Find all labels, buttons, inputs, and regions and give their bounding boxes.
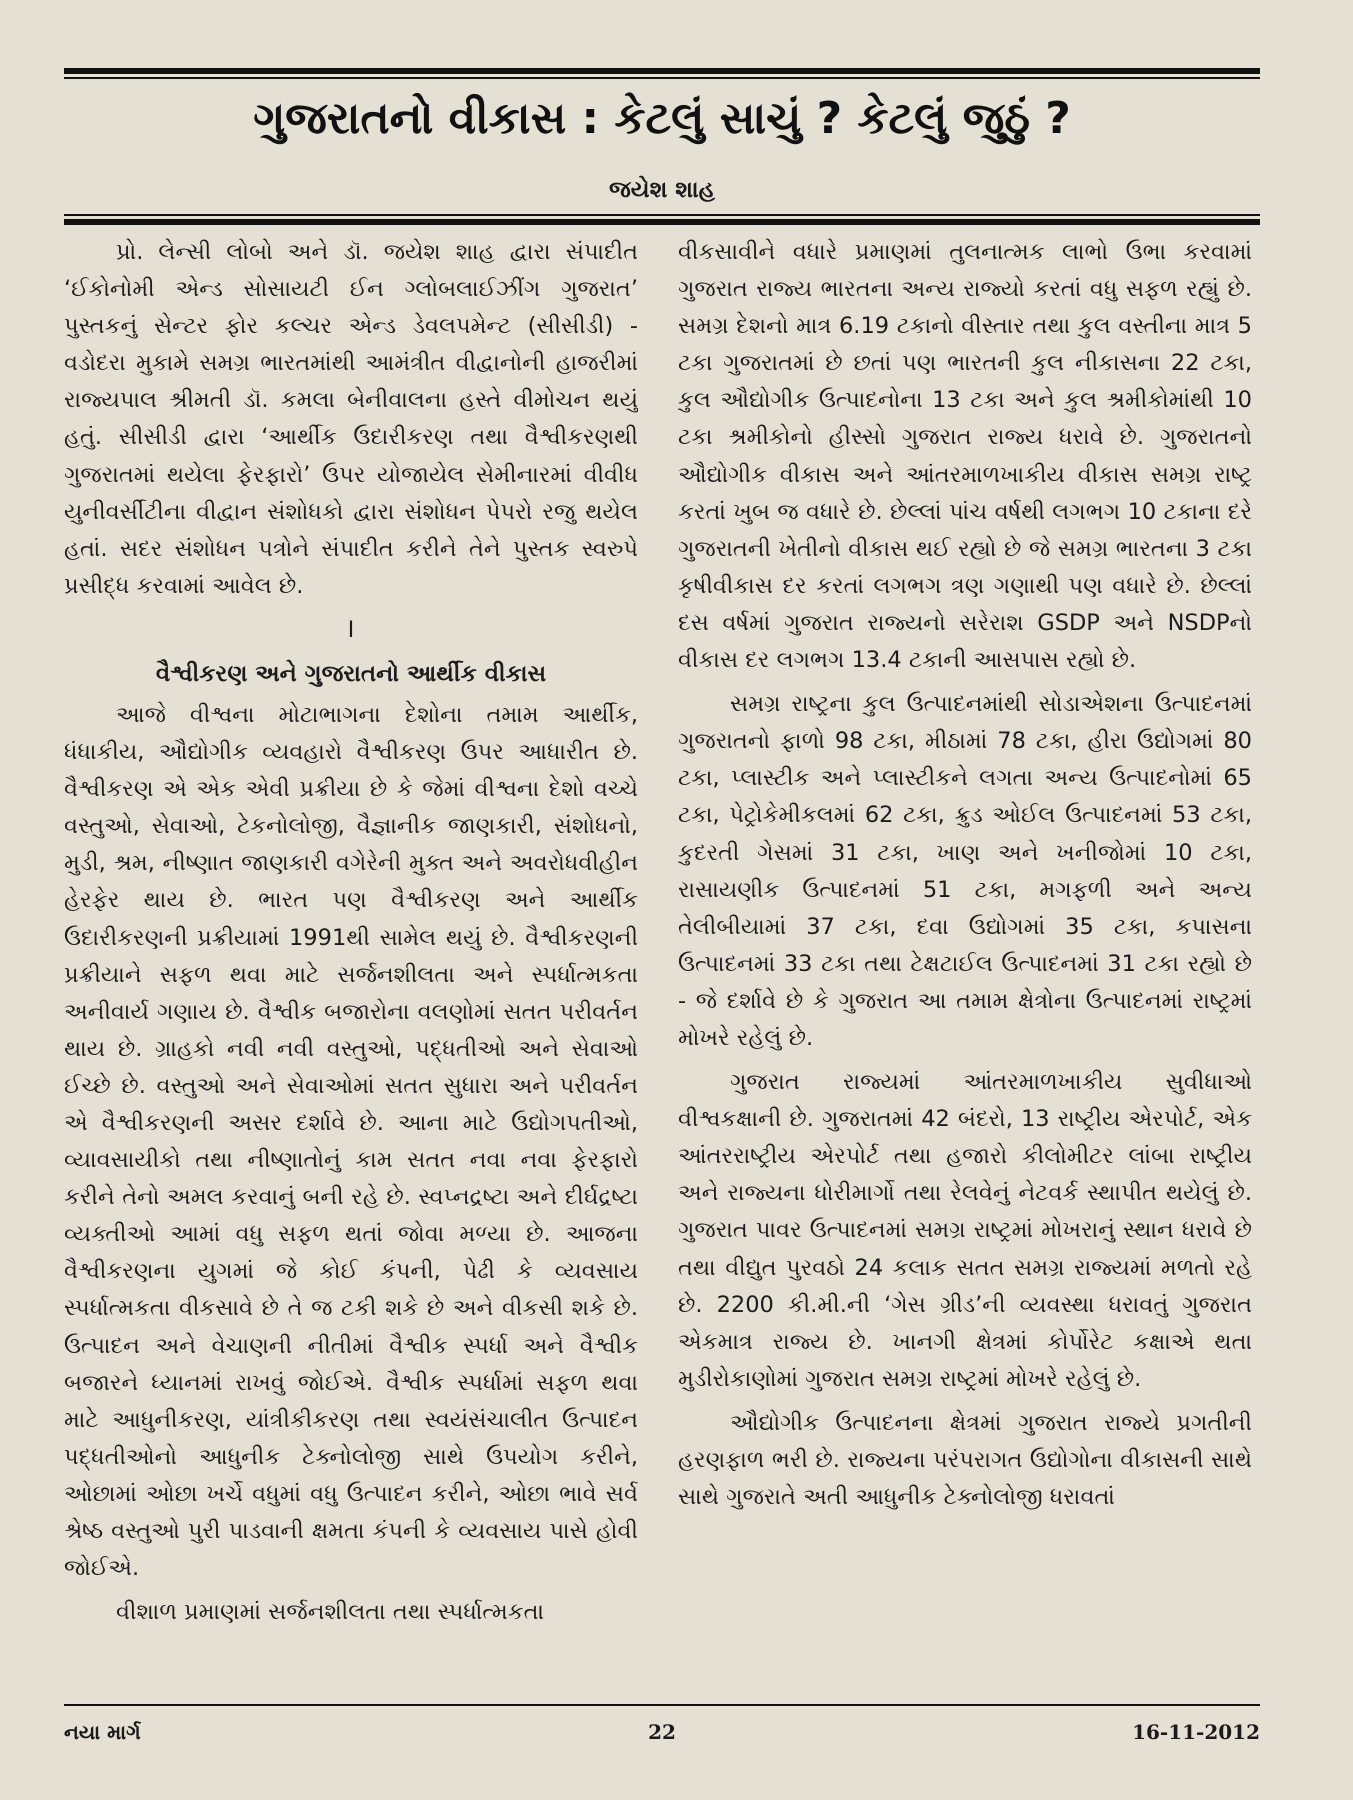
page-number: 22 [648, 1720, 676, 1744]
body-paragraph: આજે વીશ્વના મોટાભાગના દેશોના તમામ આર્થીક, ધંધાકીય, ઔદ્યોગીક વ્યવહારો વૈશ્વીકરણ ઉપર આધારીત છે. વૈશ્વીકરણ એ એક એવી પ્રક્રીયા છે કે જેમાં વીશ્વના દેશો વચ્ચે વસ્તુઓ, સેવાઓ, ટેકનોલોજી, વૈજ્ઞાનીક જાણકારી, સંશોધનો, મુડી, શ્રમ, નીષ્ણાત જાણકારી વગેરેની મુક્ત અને અવરોધવીહીન હેરફેર થાય છે. ભારત પણ વૈશ્વીકરણ અને આર્થીક ઉદારીકરણની પ્રક્રીયામાં 1991થી સામેલ થયું છે. વૈશ્વીકરણની પ્રક્રીયાને સફળ થવા માટે સર્જનશીલતા અને સ્પર્ધાત્મકતા અનીવાર્ય ગણાય છે. વૈશ્વીક બજારોના વલણોમાં સતત પરીવર્તન થાય છે. ગ્રાહકો નવી નવી વસ્તુઓ, પદ્ધતીઓ અને સેવાઓ ઈચ્છે છે. વસ્તુઓ અને સેવાઓમાં સતત સુધારા અને પરીવર્તન એ વૈશ્વીકરણની અસર દર્શાવે છે. આના માટે ઉદ્યોગપતીઓ, વ્યાવસાયીકો તથા નીષ્ણાતોનું કામ સતત નવા નવા ફેરફારો કરીને તેનો અમલ કરવાનું બની રહે છે. સ્વપ્નદ્રષ્ટા અને દીર્ઘદ્રષ્ટા વ્યક્તીઓ આમાં વધુ સફળ થતાં જોવા મળ્યા છે. આજના વૈશ્વીકરણના યુગમાં જે કોઈ કંપની, પેઢી કે વ્યવસાય સ્પર્ધાત્મકતા વીકસાવે છે તે જ ટકી શકે છે અને વીકસી શકે છે. ઉત્પાદન અને વેચાણની નીતીમાં વૈશ્વીક સ્પર્ધા અને વૈશ્વીક બજારને ધ્યાનમાં રાખવું જોઈએ. વૈશ્વીક સ્પર્ધામાં સફળ થવા માટે આધુનીકરણ, યાંત્રીકીકરણ તથા સ્વયંસંચાલીત ઉત્પાદન પદ્ધતીઓનો આધુનીક ટેક્નોલોજી સાથે ઉપયોગ કરીને, ઓછામાં ઓછા ખર્ચે વધુમાં વધુ ઉત્પાદન કરીને, ઓછા ભાવે સર્વ શ્રેષ્ઠ વસ્તુઓ પુરી પાડવાની ક્ષમતા કંપની કે વ્યવસાય પાસે હોવી જોઈએ. [64, 701, 638, 1582]
publication-name: નયા માર્ગ [64, 1720, 141, 1744]
top-rule-thin [64, 77, 1260, 79]
footer-rule [64, 1704, 1260, 1706]
page-footer [64, 1714, 1260, 1750]
intro-paragraph: પ્રો. લેન્સી લોબો અને ડૉ. જયેશ શાહ દ્વારા સંપાદીત ‘ઈકોનોમી એન્ડ સોસાયટી ઈન ગ્લોબલાઈઝીંગ ગુજરાત’ પુસ્તકનું સેન્ટર ફોર કલ્ચર એન્ડ ડેવલપમેન્ટ (સીસીડી) - વડોદરા મુકામે સમગ્ર ભારતમાંથી આમંત્રીત વીદ્વાનોની હાજરીમાં રાજ્યપાલ શ્રીમતી ડૉ. કમલા બેનીવાલના હસ્તે વીમોચન થયું હતું. સીસીડી દ્વારા ‘આર્થીક ઉદારીકરણ તથા વૈશ્વીકરણથી ગુજરાતમાં થયેલા ફેરફારો’ ઉપર યોજાયેલ સેમીનારમાં વીવીધ યુનીવર્સીટીના વીદ્વાન સંશોધકો દ્વારા સંશોધન પેપરો રજુ થયેલ હતાં. સદર સંશોધન પત્રોને સંપાદીત કરીને તેને પુસ્તક સ્વરુપે પ્રસીદ્ધ કરવામાં આવેલ છે. [64, 239, 638, 599]
right-column [678, 234, 1252, 1678]
section-heading: વૈશ્વીકરણ અને ગુજરાતનો આર્થીક વીકાસ [155, 660, 547, 687]
body-paragraph: ગુજરાત રાજ્યમાં આંતરમાળખાકીય સુવીધાઓ વીશ્વકક્ષાની છે. ગુજરાતમાં 42 બંદરો, 13 રાષ્ટ્રીય એરપોર્ટ, એક આંતરરાષ્ટ્રીય એરપોર્ટ તથા હજારો કીલોમીટર લાંબા રાષ્ટ્રીય અને રાજ્યના ધોરીમાર્ગો તથા રેલવેનું નેટવર્ક સ્થાપીત થયેલું છે. ગુજરાત પાવર ઉત્પાદનમાં સમગ્ર રાષ્ટ્રમાં મોખરાનું સ્થાન ધરાવે છે તથા વીદ્યુત પુરવઠો 24 કલાક સતત સમગ્ર રાજ્યમાં મળતો રહે છે. 2200 કી.મી.ની ‘ગેસ ગ્રીડ’ની વ્યવસ્થા ધરાવતું ગુજરાત એકમાત્ર રાજ્ય છે. ખાનગી ક્ષેત્રમાં કોર્પોરેટ કક્ષાએ થતા મુડીરોકાણોમાં ગુજરાત સમગ્ર રાષ્ટ્રમાં મોખરે રહેલું છે. [678, 1069, 1252, 1392]
header-rule-thin [64, 214, 1260, 216]
issue-date: 16-11-2012 [1132, 1720, 1260, 1744]
article-title: ગુજરાતનો વીકાસ : કેટલું સાચું ? કેટલું જુઠું ? [253, 93, 1071, 144]
left-column [64, 234, 638, 1678]
body-paragraph: ઔદ્યોગીક ઉત્પાદનના ક્ષેત્રમાં ગુજરાત રાજ્યે પ્રગતીની હરણફાળ ભરી છે. રાજ્યના પરંપરાગત ઉદ્યોગોના વીકાસની સાથે સાથે ગુજરાતે અતી આધુનીક ટેક્નોલોજી ધરાવતાં [678, 1409, 1252, 1511]
article-author: જયેશ શાહ [608, 177, 716, 203]
body-paragraph: વીશાળ પ્રમાણમાં સર્જનશીલતા તથા સ્પર્ધાત્મકતા [116, 1599, 545, 1626]
section-numeral: I [347, 617, 355, 643]
header-rule [64, 219, 1260, 225]
body-paragraph: વીકસાવીને વધારે પ્રમાણમાં તુલનાત્મક લાભો ઉભા કરવામાં ગુજરાત રાજ્ય ભારતના અન્ય રાજ્યો કરતાં વધુ સફળ રહ્યું છે. સમગ્ર દેશનો માત્ર 6.19 ટકાનો વીસ્તાર તથા કુલ વસ્તીના માત્ર 5 ટકા ગુજરાતમાં છે છતાં પણ ભારતની કુલ નીકાસના 22 ટકા, કુલ ઔદ્યોગીક ઉત્પાદનોના 13 ટકા અને કુલ શ્રમીકોમાંથી 10 ટકા શ્રમીકોનો હીસ્સો ગુજરાત રાજ્ય ધરાવે છે. ગુજરાતનો ઔદ્યોગીક વીકાસ અને આંતરમાળખાકીય વીકાસ સમગ્ર રાષ્ટ્ર કરતાં ખુબ જ વધારે છે. છેલ્લાં પાંચ વર્ષથી લગભગ 10 ટકાના દરે ગુજરાતની ખેતીનો વીકાસ થઈ રહ્યો છે જે સમગ્ર ભારતના 3 ટકા કૃષીવીકાસ દર કરતાં લગભગ ત્રણ ગણાથી પણ વધારે છે. છેલ્લાં દસ વર્ષમાં ગુજરાત રાજ્યનો સરેરાશ GSDP અને NSDPનો વીકાસ દર લગભગ 13.4 ટકાની આસપાસ રહ્યો છે. [678, 239, 1252, 674]
top-rule [64, 68, 1260, 74]
body-paragraph: સમગ્ર રાષ્ટ્રના કુલ ઉત્પાદનમાંથી સોડાએશના ઉત્પાદનમાં ગુજરાતનો ફાળો 98 ટકા, મીઠામાં 78 ટકા, હીરા ઉદ્યોગમાં 80 ટકા, પ્લાસ્ટીક અને પ્લાસ્ટીકને લગતા અન્ય ઉત્પાદનોમાં 65 ટકા, પેટ્રોકેમીકલમાં 62 ટકા, ક્રુડ ઓઈલ ઉત્પાદનમાં 53 ટકા, કુદરતી ગેસમાં 31 ટકા, ખાણ અને ખનીજોમાં 10 ટકા, રાસાયણીક ઉત્પાદનમાં 51 ટકા, મગફળી અને અન્ય તેલીબીયામાં 37 ટકા, દવા ઉદ્યોગમાં 35 ટકા, કપાસના ઉત્પાદનમાં 33 ટકા તથા ટેક્ષટાઈલ ઉત્પાદનમાં 31 ટકા રહ્યો છે - જે દર્શાવે છે કે ગુજરાત આ તમામ ક્ષેત્રોના ઉત્પાદનમાં રાષ્ટ્રમાં મોખરે રહેલું છે. [678, 691, 1252, 1051]
